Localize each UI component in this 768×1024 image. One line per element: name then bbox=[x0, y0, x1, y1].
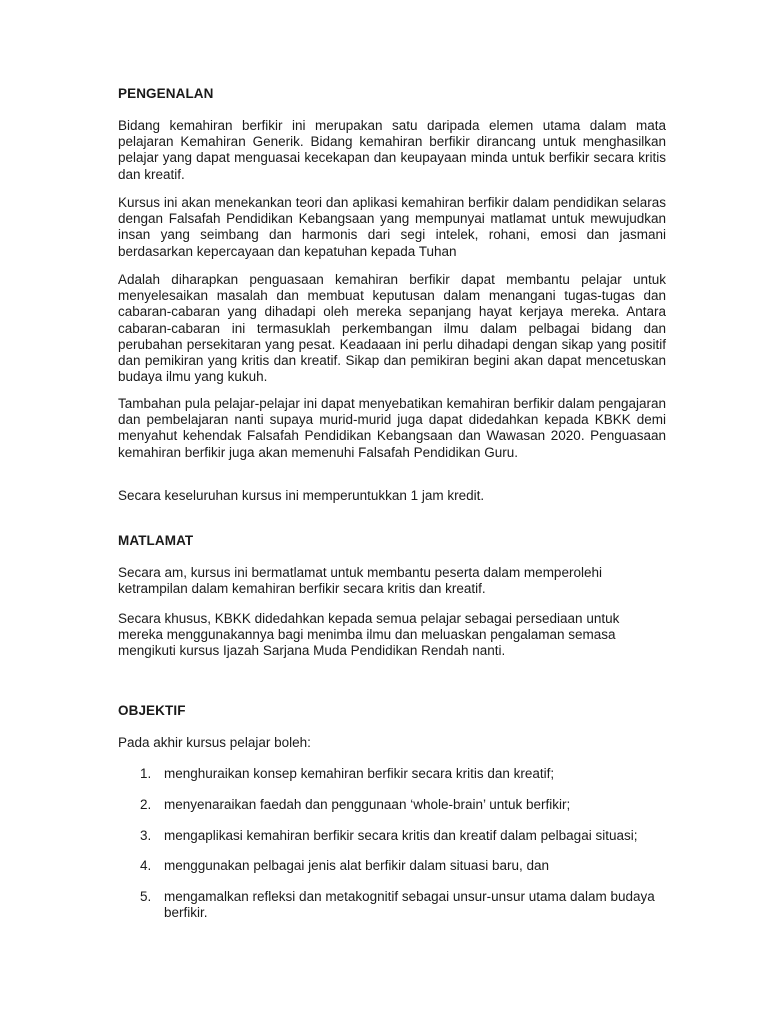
pengenalan-paragraph-4: Tambahan pula pelajar-pelajar ini dapat menyebatikan kemahiran berfikir dalam pengajaran dan pembelajaran nanti supaya murid-murid juga dapat didedahkan kepada KBKK demi menyahut kehendak Falsafah Pendidikan Kebangsaan dan Wawasan 2020. Penguasaan kemahiran berfikir juga akan memenuhi Falsafah Pendidikan Guru. bbox=[118, 396, 666, 460]
list-item-text: mengamalkan refleksi dan metakognitif sebagai unsur-unsur utama dalam budaya berfikir. bbox=[164, 889, 655, 921]
list-item-number: 1. bbox=[140, 766, 152, 781]
list-item-text: menyenaraikan faedah dan penggunaan ‘whole-brain’ untuk berfikir; bbox=[164, 797, 571, 812]
list-item-number: 3. bbox=[140, 828, 152, 843]
list-item-number: 4. bbox=[140, 858, 152, 873]
heading-pengenalan: PENGENALAN bbox=[118, 86, 214, 101]
pengenalan-paragraph-3: Adalah diharapkan penguasaan kemahiran berfikir dapat membantu pelajar untuk menyelesaikan masalah dan membuat keputusan dalam menangani tugas-tugas dan cabaran-cabaran yang dihadapi oleh mereka sepanjang hayat kerjaya mereka. Antara cabaran-cabaran ini termasuklah perkembangan ilmu dalam pelbagai bidang dan perubahan persekitaran yang pesat. Keadaaan ini perlu dihadapi dengan sikap yang positif dan pemikiran yang kritis dan kreatif. Sikap dan pemikiran begini akan dapat mencetuskan budaya ilmu yang kukuh. bbox=[118, 272, 666, 385]
pengenalan-paragraph-5: Secara keseluruhan kursus ini memperuntukkan 1 jam kredit. bbox=[118, 488, 485, 503]
list-item-number: 5. bbox=[140, 889, 152, 904]
list-item-text: mengaplikasi kemahiran berfikir secara kritis dan kreatif dalam pelbagai situasi; bbox=[164, 828, 638, 843]
list-item-number: 2. bbox=[140, 797, 152, 812]
matlamat-paragraph-1: Secara am, kursus ini bermatlamat untuk membantu peserta dalam memperolehi ketrampilan dalam kemahiran berfikir secara kritis dan kreatif. bbox=[118, 565, 602, 597]
heading-matlamat: MATLAMAT bbox=[118, 533, 194, 548]
heading-objektif: OBJEKTIF bbox=[118, 703, 186, 718]
list-item-text: menggunakan pelbagai jenis alat berfikir dalam situasi baru, dan bbox=[164, 858, 549, 873]
objektif-intro: Pada akhir kursus pelajar boleh: bbox=[118, 735, 311, 750]
pengenalan-paragraph-1: Bidang kemahiran berfikir ini merupakan satu daripada elemen utama dalam mata pelajaran Kemahiran Generik. Bidang kemahiran berfikir dirancang untuk menghasilkan pelajar yang dapat menguasai kecekapan dan keupayaan minda untuk berfikir secara kritis dan kreatif. bbox=[118, 118, 666, 182]
matlamat-paragraph-2: Secara khusus, KBKK didedahkan kepada semua pelajar sebagai persediaan untuk mereka menggunakannya bagi menimba ilmu dan meluaskan pengalaman semasa mengikuti kursus Ijazah Sarjana Muda Pendidikan Rendah nanti. bbox=[118, 611, 620, 659]
list-item-text: menghuraikan konsep kemahiran berfikir secara kritis dan kreatif; bbox=[164, 766, 555, 781]
pengenalan-paragraph-2: Kursus ini akan menekankan teori dan aplikasi kemahiran berfikir dalam pendidikan selaras dengan Falsafah Pendidikan Kebangsaan yang mempunyai matlamat untuk mewujudkan insan yang seimbang dan harmonis dari segi intelek, rohani, emosi dan jasmani berdasarkan kepercayaan dan kepatuhan kepada Tuhan bbox=[118, 195, 666, 259]
